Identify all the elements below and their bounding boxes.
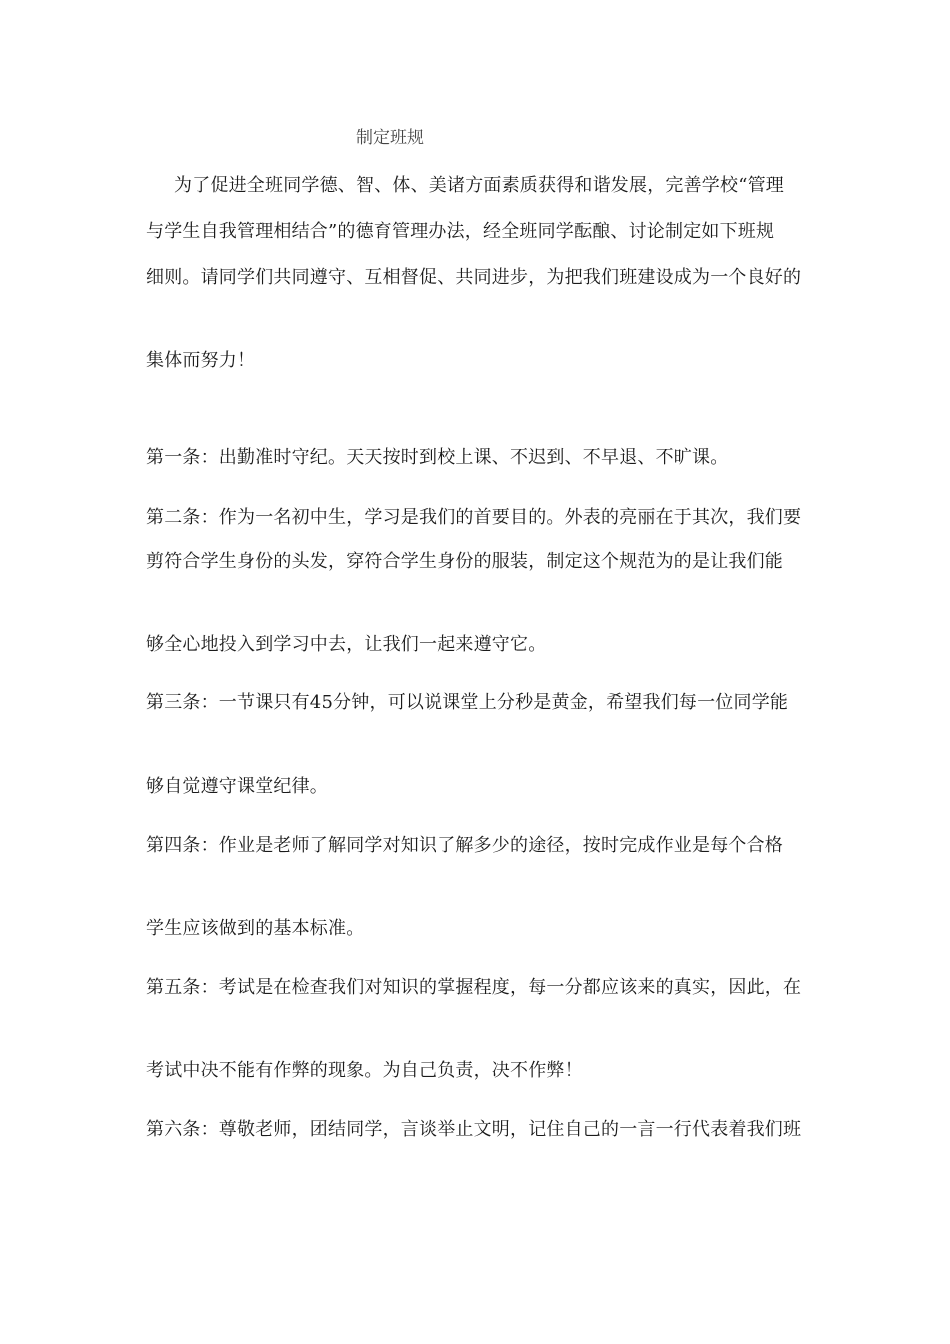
- rule-line: 第四条：作业是老师了解同学对知识了解多少的途径，按时完成作业是每个合格: [146, 835, 783, 856]
- rule-line: 考试中决不能有作弊的现象。为自己负责，决不作弊！: [146, 1060, 583, 1081]
- rule-line: 第二条：作为一名初中生，学习是我们的首要目的。外表的亮丽在于其次，我们要: [146, 507, 802, 528]
- document-title: 制定班规: [356, 128, 424, 148]
- rule-line: 学生应该做到的基本标准。: [146, 918, 365, 939]
- intro-line-2: 与学生自我管理相结合”的德育管理办法，经全班同学酝酿、讨论制定如下班规: [146, 221, 775, 242]
- rule-line: 第三条：一节课只有45分钟，可以说课堂上分秒是黄金，希望我们每一位同学能: [146, 692, 789, 713]
- rule-line: 剪符合学生身份的头发，穿符合学生身份的服装，制定这个规范为的是让我们能: [146, 551, 783, 572]
- rule-line: 够全心地投入到学习中去，让我们一起来遵守它。: [146, 634, 547, 655]
- rule-line: 第一条：出勤准时守纪。天天按时到校上课、不迟到、不早退、不旷课。: [146, 447, 729, 468]
- rule-line: 够自觉遵守课堂纪律。: [146, 776, 328, 797]
- rule-line: 第六条：尊敬老师，团结同学，言谈举止文明，记住自己的一言一行代表着我们班: [146, 1119, 802, 1140]
- intro-line-4: 集体而努力！: [146, 350, 256, 371]
- rule-line: 第五条：考试是在检查我们对知识的掌握程度，每一分都应该来的真实，因此，在: [146, 977, 802, 998]
- intro-line-3: 细则。请同学们共同遵守、互相督促、共同进步，为把我们班建设成为一个良好的: [146, 267, 802, 288]
- intro-line-1: 为了促进全班同学德、智、体、美诸方面素质获得和谐发展，完善学校“管理: [174, 175, 784, 196]
